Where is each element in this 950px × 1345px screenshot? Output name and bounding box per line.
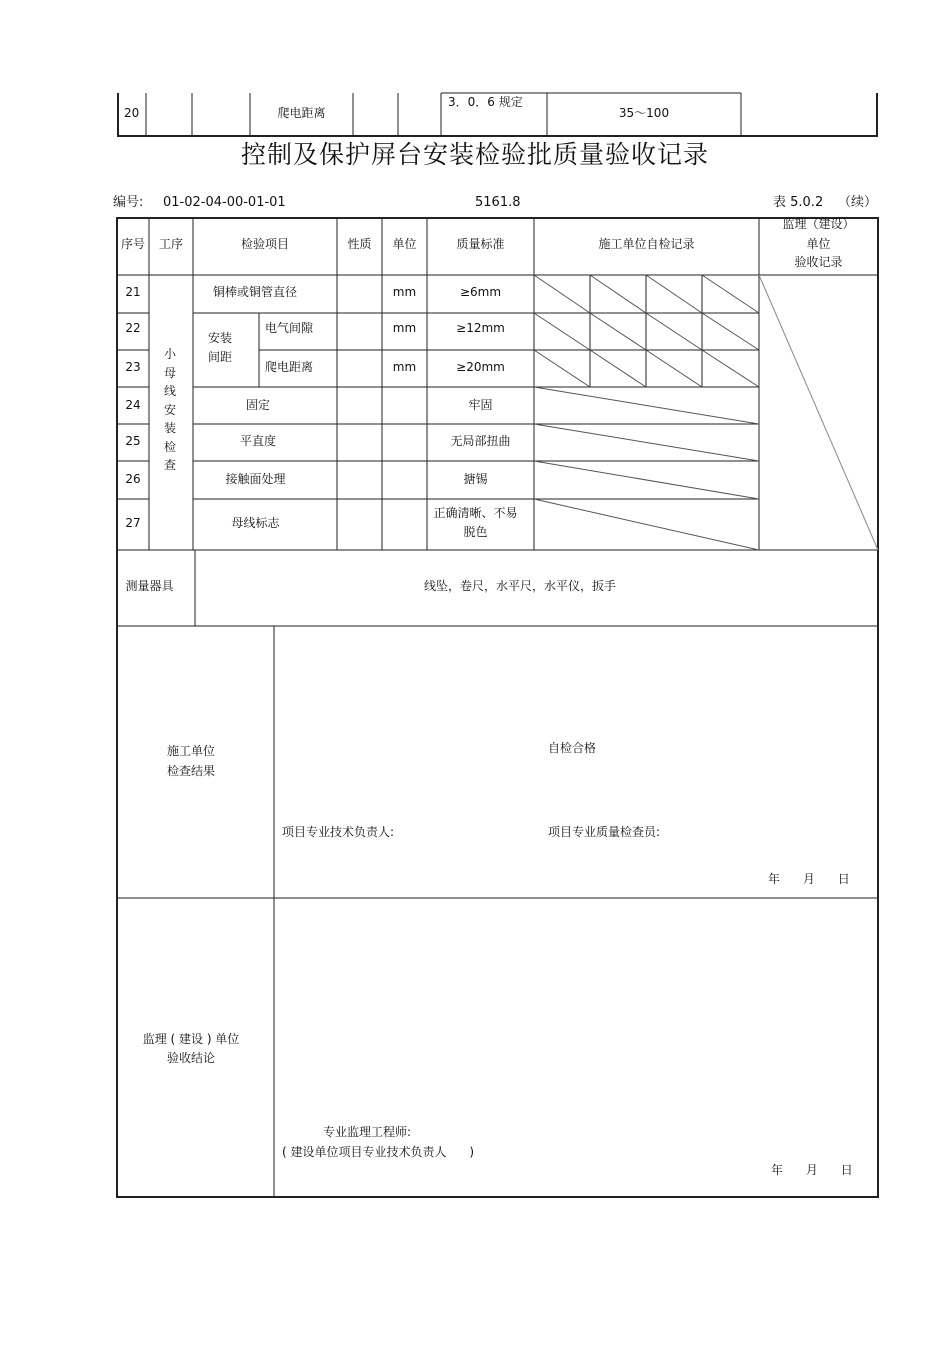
row-21-item: 铜棒或铜管直径 — [212, 285, 297, 299]
prev-row-record: 35～100 — [618, 106, 670, 120]
construction-date: 年 月 日 — [768, 872, 850, 886]
row-27-item: 母线标志 — [231, 516, 280, 530]
row-25-standard: 无局部扭曲 — [450, 434, 511, 448]
supervision-engineer: 专业监理工程师: — [323, 1125, 412, 1139]
row-26-seq: 26 — [125, 472, 141, 486]
row-25-item: 平直度 — [239, 434, 276, 448]
construction-tech-lead: 项目专业技术负责人: — [282, 825, 395, 839]
row-22-standard: ≥12mm — [456, 321, 505, 335]
header-process: 工序 — [158, 237, 183, 251]
install-spacing-label: 安装间距 — [207, 331, 232, 364]
header-self-check: 施工单位自检记录 — [598, 237, 695, 251]
page-title: 控制及保护屏台安装检验批质量验收记录 — [240, 140, 709, 169]
row-27-seq: 27 — [125, 516, 141, 530]
row-26-item: 接触面处理 — [225, 472, 286, 486]
header-supervision-line3: 验收记录 — [794, 255, 843, 269]
prev-row-seq: 20 — [124, 106, 140, 120]
construction-label-line1: 施工单位 — [166, 744, 215, 758]
row-23-unit: mm — [392, 360, 417, 374]
header-unit: 单位 — [392, 237, 417, 251]
row-24-seq: 24 — [125, 398, 141, 412]
tools-value: 线坠，卷尺，水平尺，水平仪，扳手 — [423, 579, 616, 593]
number-value: 01-02-04-00-01-01 — [163, 195, 286, 210]
continued-mark: （续） — [838, 195, 878, 210]
prev-row-item: 爬电距离 — [277, 106, 326, 120]
row-23-seq: 23 — [125, 360, 141, 374]
header-supervision-line2: 单位 — [806, 237, 831, 251]
row-26-standard: 搪锡 — [463, 472, 488, 486]
row-27-standard-line1: 正确清晰、不易 — [433, 506, 518, 520]
row-27-standard-line2: 脱色 — [463, 525, 488, 539]
record-code: 5161.8 — [475, 195, 521, 210]
construction-result: 自检合格 — [548, 741, 597, 755]
row-23-standard: ≥20mm — [456, 360, 505, 374]
row-22-unit: mm — [392, 321, 417, 335]
row-22-item: 电气间隙 — [264, 321, 313, 335]
header-nature: 性质 — [347, 237, 372, 251]
row-21-unit: mm — [392, 285, 417, 299]
table-reference: 表 5.0.2 — [773, 195, 824, 210]
supervision-label-line2: 验收结论 — [166, 1051, 215, 1065]
construction-quality-inspector: 项目专业质量检查员: — [548, 825, 661, 839]
supervision-date: 年 月 日 — [771, 1163, 853, 1177]
header-inspection-item: 检验项目 — [240, 237, 289, 251]
row-22-seq: 22 — [125, 321, 141, 335]
header-seq: 序号 — [120, 237, 145, 251]
process-label: 小母线安装检查 — [163, 347, 176, 472]
row-24-item: 固定 — [245, 398, 270, 412]
header-supervision-line1: 监理（建设） — [782, 217, 855, 231]
row-23-item: 爬电距离 — [264, 360, 313, 374]
prev-row-standard: 3．0．6 规定 — [448, 95, 523, 109]
row-25-seq: 25 — [125, 434, 141, 448]
supervision-label-line1: 监理 ( 建设 ) 单位 — [142, 1032, 240, 1046]
row-21-standard: ≥6mm — [459, 285, 502, 299]
row-24-standard: 牢固 — [468, 398, 493, 412]
header-quality-standard: 质量标准 — [456, 237, 505, 251]
construction-label-line2: 检查结果 — [166, 764, 215, 778]
row-21-seq: 21 — [125, 285, 141, 299]
tools-label: 测量器具 — [125, 579, 174, 593]
number-label: 编号: — [113, 195, 144, 210]
supervision-engineer-note: ( 建设单位项目专业技术负责人 ) — [282, 1145, 475, 1159]
